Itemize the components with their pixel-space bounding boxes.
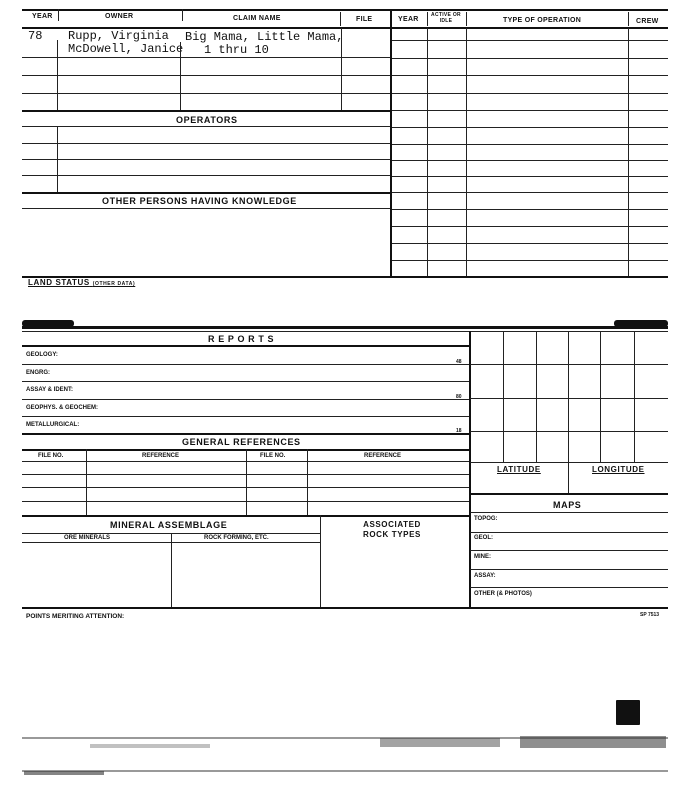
header-divider bbox=[58, 9, 59, 21]
header-type-of-operation: TYPE OF OPERATION bbox=[503, 17, 582, 24]
references-file-no: FILE NO. bbox=[38, 453, 64, 459]
report-row-number: 18 bbox=[456, 428, 462, 434]
report-row-label: ENGRG: bbox=[26, 370, 50, 376]
grid-line bbox=[470, 587, 668, 588]
longitude-label: LONGITUDE bbox=[592, 465, 645, 474]
points-meriting-label: POINTS MERITING ATTENTION: bbox=[26, 613, 125, 620]
reports-heading: R E P O R T S bbox=[208, 334, 275, 344]
operators-heading: OPERATORS bbox=[176, 115, 238, 125]
grid-line bbox=[470, 512, 668, 513]
grid-line bbox=[392, 176, 668, 177]
top-border bbox=[22, 9, 668, 11]
references-reference: REFERENCE bbox=[142, 453, 180, 459]
entry-owner-line2: McDowell, Janice bbox=[68, 42, 184, 56]
grid-col bbox=[246, 449, 247, 515]
grid-line bbox=[22, 75, 390, 76]
grid-line bbox=[470, 607, 668, 609]
grid-col bbox=[341, 28, 342, 110]
main-divider bbox=[390, 9, 392, 277]
references-file-no-2: FILE NO. bbox=[260, 453, 286, 459]
grid-line bbox=[22, 93, 390, 94]
grid-col bbox=[600, 331, 601, 462]
grid-col bbox=[628, 28, 629, 277]
grid-line bbox=[22, 433, 470, 435]
grid-line bbox=[22, 57, 390, 58]
grid-line bbox=[470, 532, 668, 533]
grid-line bbox=[392, 127, 668, 128]
grid-line bbox=[22, 143, 390, 144]
grid-line bbox=[22, 416, 470, 417]
grid-line bbox=[392, 192, 668, 193]
header-divider bbox=[466, 12, 467, 26]
grid-line bbox=[22, 364, 470, 365]
grid-col bbox=[171, 533, 172, 607]
grid-line bbox=[22, 607, 470, 609]
maps-heading: MAPS bbox=[553, 500, 582, 510]
ore-minerals-header: ORE MINERALS bbox=[64, 535, 111, 541]
references-reference-2: REFERENCE bbox=[364, 453, 402, 459]
grid-line bbox=[392, 93, 668, 94]
grid-line bbox=[392, 260, 668, 261]
header-file: FILE bbox=[356, 16, 373, 23]
header-divider bbox=[340, 12, 341, 26]
grid-col bbox=[307, 449, 308, 515]
grid-line bbox=[392, 144, 668, 145]
grid-col bbox=[634, 331, 635, 462]
grid-line bbox=[22, 381, 470, 382]
associated-rock-types-heading: ASSOCIATED ROCK TYPES bbox=[362, 520, 421, 539]
header-divider bbox=[182, 9, 183, 21]
grid-line bbox=[392, 58, 668, 59]
grid-col bbox=[86, 449, 87, 515]
header-claim-name: CLAIM NAME bbox=[233, 15, 281, 22]
grid-line bbox=[470, 550, 668, 551]
grid-line bbox=[22, 110, 390, 112]
land-status-heading: LAND STATUS (OTHER DATA) bbox=[28, 278, 136, 287]
grid-line bbox=[22, 515, 470, 517]
grid-line bbox=[22, 175, 390, 176]
grid-col bbox=[568, 331, 569, 493]
maps-row-label: TOPOG: bbox=[474, 516, 498, 522]
scan-noise bbox=[22, 770, 668, 772]
scan-blob bbox=[616, 700, 640, 725]
report-row-number: 80 bbox=[456, 394, 462, 400]
grid-line bbox=[392, 160, 668, 161]
grid-col bbox=[503, 331, 504, 462]
grid-line bbox=[392, 75, 668, 76]
grid-line bbox=[22, 126, 390, 127]
grid-line bbox=[470, 431, 668, 432]
report-row-label: METALLURGICAL: bbox=[26, 422, 80, 428]
report-row-label: ASSAY & IDENT: bbox=[26, 387, 74, 393]
maps-row-label: ASSAY: bbox=[474, 573, 496, 579]
form-code: SP 7513 bbox=[640, 612, 660, 618]
grid-col bbox=[427, 28, 428, 277]
header-crew: CREW bbox=[636, 18, 659, 25]
grid-line bbox=[470, 398, 668, 399]
grid-col bbox=[180, 42, 181, 110]
scan-noise bbox=[520, 736, 666, 748]
grid-line bbox=[392, 209, 668, 210]
grid-line bbox=[22, 159, 390, 160]
entry-claim-line2: 1 thru 10 bbox=[204, 43, 269, 57]
grid-line bbox=[470, 364, 668, 365]
rock-forming-header: ROCK FORMING, ETC. bbox=[204, 535, 269, 541]
report-row-number: 48 bbox=[456, 359, 462, 365]
header-year-right: YEAR bbox=[398, 16, 419, 23]
grid-line bbox=[392, 226, 668, 227]
grid-line bbox=[392, 40, 668, 41]
grid-line bbox=[470, 493, 668, 495]
scan-noise bbox=[24, 771, 104, 775]
maps-row-label: MINE: bbox=[474, 554, 491, 560]
grid-col bbox=[57, 126, 58, 192]
entry-owner-line1: Rupp, Virginia bbox=[68, 29, 169, 43]
header-year: YEAR bbox=[32, 13, 53, 20]
entry-claim-line1: Big Mama, Little Mama, bbox=[185, 30, 344, 44]
general-references-heading: GENERAL REFERENCES bbox=[182, 437, 301, 447]
main-divider bbox=[469, 331, 471, 607]
scan-noise bbox=[380, 738, 500, 747]
header-divider bbox=[628, 12, 629, 26]
grid-line bbox=[22, 345, 470, 347]
grid-col bbox=[536, 331, 537, 462]
grid-col bbox=[320, 515, 321, 607]
grid-col bbox=[57, 40, 58, 110]
grid-line bbox=[22, 192, 390, 194]
header-owner: OWNER bbox=[105, 13, 134, 20]
header-active-or-idle: ACTIVE OR IDLE bbox=[431, 12, 461, 24]
entry-year: 78 bbox=[28, 29, 43, 43]
latitude-label: LATITUDE bbox=[497, 465, 541, 474]
maps-row-label: GEOL: bbox=[474, 535, 493, 541]
report-row-label: GEOLOGY: bbox=[26, 352, 58, 358]
mineral-assemblage-heading: MINERAL ASSEMBLAGE bbox=[110, 520, 228, 530]
grid-line bbox=[22, 208, 390, 209]
report-row-label: GEOPHYS. & GEOCHEM: bbox=[26, 405, 99, 411]
reports-top-rule bbox=[22, 326, 668, 329]
other-persons-heading: OTHER PERSONS HAVING KNOWLEDGE bbox=[102, 196, 297, 206]
grid-line bbox=[470, 462, 668, 463]
maps-row-label: OTHER (& PHOTOS) bbox=[474, 591, 532, 597]
grid-line bbox=[22, 331, 668, 332]
header-divider bbox=[427, 12, 428, 26]
grid-line bbox=[392, 243, 668, 244]
grid-line bbox=[392, 110, 668, 111]
scan-noise bbox=[90, 744, 210, 748]
grid-line bbox=[22, 399, 470, 400]
grid-col bbox=[466, 28, 467, 277]
grid-line bbox=[470, 569, 668, 570]
